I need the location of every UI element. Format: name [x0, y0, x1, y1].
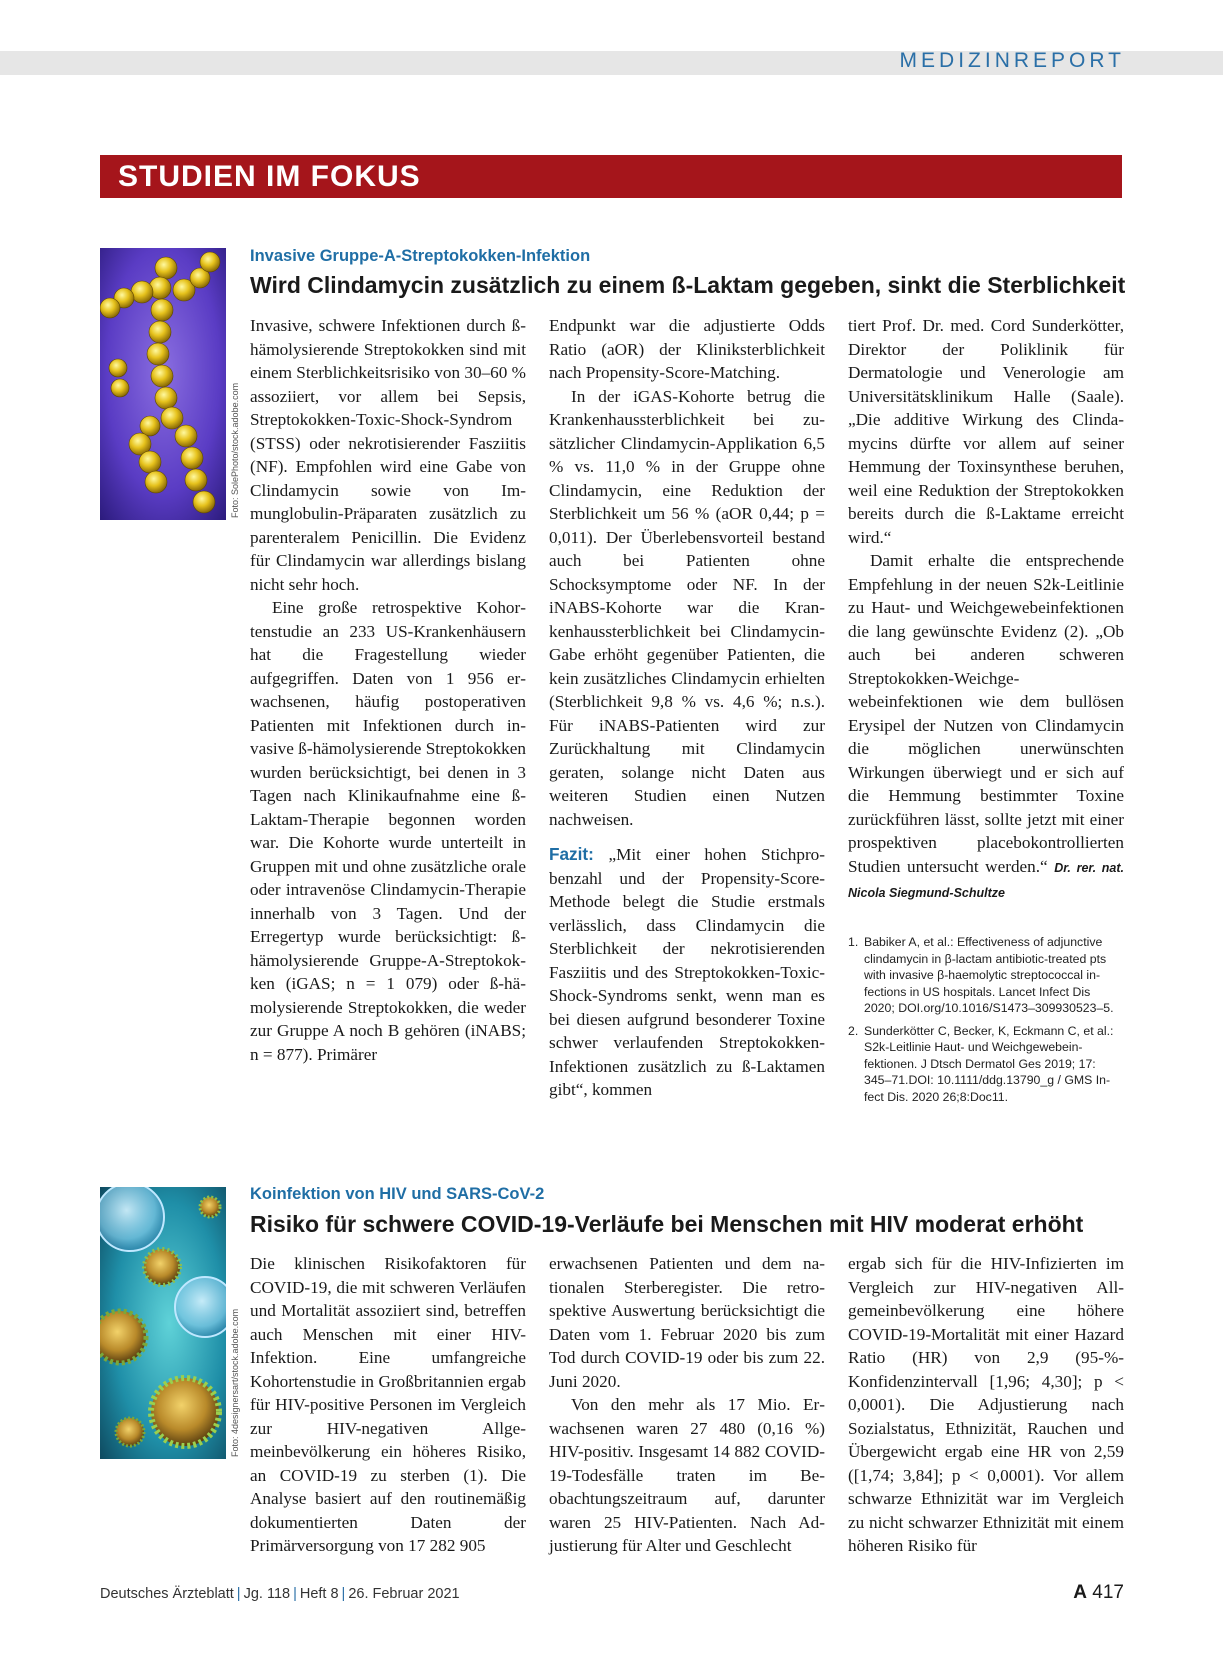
journal-volume: Jg. 118 — [243, 1586, 291, 1602]
reference-text: Babiker A, et al.: Effectiveness of adjunctive clindamycin in β-lactam antibiotic-treated pts with invasive β-haemolytic streptococcal infections in US hospitals. Lancet Infect Dis 2020; DOI.org/10.1016/S1473–309930523–5. — [864, 935, 1114, 1015]
page-number-value: 417 — [1092, 1582, 1124, 1603]
paragraph: ergab sich für die HIV-Infizierten im Vergleich zur HIV-negativen Allgemeinbevölkerung eine höhere COVID-19-Mortalität mit einer Hazard Ratio (HR) von 2,9 (95-%-Konfidenzintervall [1,96; 4,30]; p < 0,0001). Die Adjustierung nach Sozialstatus, Ethnizität, Rauchen und Übergewicht ergab eine HR von 2,59 ([1,74; 3,84]; p < 0,0001). Vor allem schwarze Ethnizität war im Vergleich zu nicht schwarzer Ethnizität mit einem höheren Risiko für — [848, 1254, 1124, 1555]
paragraph: Von den mehr als 17 Mio. Erwachsenen waren 27 480 (0,16 %) HIV-positiv. Insgesamt 14 882 COVID-19-Todesfälle traten im Beobachtungszeitraum auf, darunter waren 25 HIV-Patienten. Nach Adjustierung für Alter und Geschlecht — [549, 1395, 825, 1555]
journal-name: Deutsches Ärzteblatt — [100, 1586, 234, 1602]
paragraph: erwachsenen Patienten und dem nationalen Sterberegister. Die retrospektive Auswertung berücksichtigt die Daten vom 1. Februar 2020 bis zum Tod durch COVID-19 oder bis zum 22. Juni 2020. — [549, 1254, 825, 1391]
banner-title: STUDIEN IM FOKUS — [118, 160, 421, 193]
article1-column-1 — [250, 314, 526, 1066]
article1-headline: Wird Clindamycin zusätzlich zu einem ß-Laktam gegeben, sinkt die Sterblichkeit — [250, 272, 1126, 298]
paragraph: tiert Prof. Dr. med. Cord Sunderkötter, Direktor der Poliklinik für Dermatologie und Venerologie am Universitätsklinikum Halle (Saale). „Die additive Wirkung des Clindamycins dürfte vor allem auf seiner Hemmung der Toxinsynthese beruhen, weil eine Reduktion der Streptokokken bereits durch die ß-Laktame erreicht wird.“ — [848, 316, 1124, 547]
fazit-label: Fazit: — [549, 844, 594, 864]
section-label: MEDIZINREPORT — [899, 49, 1125, 72]
separator: | — [341, 1586, 346, 1602]
reference-item — [848, 1023, 1124, 1106]
paragraph: Die klinischen Risikofaktoren für COVID-19, die mit schweren Verläufen und Mortalität assoziiert sind, betreffen auch Menschen mit einer HIV-Infektion. Eine umfangreiche Kohortenstudie in Großbritannien ergab für HIV-positive Personen im Vergleich zur HIV-negativen Allgemeinbevölkerung ein höheres Risiko, an COVID-19 zu sterben (1). Die Analyse basiert auf den routinemäßig dokumentierten Daten der Primärversorgung von 17 282 905 — [250, 1254, 526, 1555]
separator: | — [293, 1586, 297, 1602]
reference-number: 2. — [848, 1023, 859, 1038]
article2-headline: Risiko für schwere COVID-19-Verläufe bei Menschen mit HIV moderat erhöht — [250, 1211, 1084, 1237]
reference-text: Sunderkötter C, Becker, K, Eckmann C, et al.: S2k-Leitlinie Haut- und Weichgewebeinfektionen. J Dtsch Dermatol Ges 2019; 17: 345–71.DOI: 10.1111/ddg.13790_g / GMS Infect Dis. 2020 26;8:Doc11. — [864, 1023, 1114, 1104]
paragraph: Invasive, schwere Infektionen durch ß-hämolysierende Streptokokken sind mit einem Sterblichkeitsrisiko von 30–60 % assoziiert, vor allem bei Sepsis, Streptokokken-Toxic-Shock-Syndrom (STSS) oder nekrotisierender Fasziitis (NF). Empfohlen wird eine Gabe von Clindamycin sowie von Immunglobulin-Präparaten zusätzlich zu parenteralem Penicillin. Die Evidenz für Clindamycin war allerdings bislang nicht sehr hoch. — [250, 316, 526, 594]
paragraph: Eine große retrospektive Kohortenstudie an 233 US-Krankenhäusern hat die Fragestellung wieder aufgegriffen. Daten von 1 956 erwachsenen, häufig postoperativen Patienten mit Infektionen durch invasive ß-hämolysierende Streptokokken wurden berücksichtigt, bei denen in 3 Tagen nach Klinikaufnahme eine ß-Laktam-Therapie begonnen worden war. Die Kohorte wurde unterteilt in Gruppen mit und ohne zusätzliche orale oder intravenöse Clindamycin-Therapie innerhalb von 3 Tagen. Und der Erregertyp wurde berücksichtigt: ß-hämolysierende Gruppe-A-Streptokokken (iGAS; n = 1 079) oder ß-hämolysierende Streptokokken, die weder zur Gruppe A noch B gehören (iNABS; n = 877). Primärer — [250, 598, 526, 1064]
article2-column-2 — [549, 1252, 825, 1558]
paragraph: In der iGAS-Kohorte betrug die Krankenhaussterblichkeit bei zusätzlicher Clindamycin-Applikation 6,5 % vs. 11,0 % in der Gruppe ohne Clindamycin, eine Reduktion der Sterblichkeit um 56 % (aOR 0,44; p = 0,011). Der Überlebensvorteil bestand auch bei Patienten ohne Schocksymptome oder NF. In der iNABS-Kohorte war die Krankenhaussterblichkeit bei Clindamycin-Gabe erhöht gegenüber Patienten, die kein zusätzliches Clindamycin erhielten (Sterblichkeit 9,8 % vs. 4,6 %; n.s.). Für iNABS-Patienten wird zur Zurückhaltung mit Clindamycin geraten, solange nicht Daten aus weiteren Studien einen Nutzen nachweisen. — [549, 386, 825, 829]
journal-issue: Heft 8 — [299, 1586, 339, 1602]
reference-number: 1. — [848, 935, 859, 949]
paragraph-text: Damit erhalte die entsprechende Empfehlung in der neuen S2k-Leitlinie zu Haut- und Weichgewebeinfektionen die lang gewünschte Evidenz (2). „Ob auch bei anderen schweren Streptokokken-Weichgewebeinfektionen wie dem bullösen Erysipel der Nutzen von Clindamycin die möglichen unerwünschten Wirkungen überwiegt und er sich auf die Hemmung bestimmter Toxine zurückführen lässt, sollte jetzt mit einer prospektiven placebokontrollierten Studien untersucht werden.“ — [848, 551, 1124, 876]
fazit-paragraph — [549, 843, 825, 1102]
paragraph — [848, 549, 1124, 906]
article1-kicker: Invasive Gruppe-A-Streptokokken-Infektion — [250, 247, 591, 265]
references — [848, 934, 1124, 1111]
streptococcus-image — [100, 248, 226, 520]
page-number — [1073, 1582, 1124, 1604]
author-name: Dr. rer. nat. Nicola Siegmund-Schultze — [848, 860, 1124, 900]
journal-date: 26. Februar 2021 — [348, 1586, 460, 1602]
article1-column-3 — [848, 314, 1124, 906]
separator: | — [236, 1586, 241, 1602]
page-footer — [100, 1586, 460, 1602]
virus-cells-image — [100, 1187, 226, 1459]
image-credit: Foto: SolePhoto/stock.adobe.com — [230, 382, 240, 518]
article1-column-2 — [549, 314, 825, 1102]
section-banner — [100, 155, 1122, 198]
page-prefix: A — [1073, 1582, 1088, 1603]
image-credit: Foto: 4designersart/stock.adobe.com — [230, 1308, 240, 1457]
paragraph: Endpunkt war die adjustierte Odds Ratio (aOR) der Kliniksterblichkeit nach Propensity-Score-Matching. — [549, 316, 825, 382]
article2-kicker: Koinfektion von HIV und SARS-CoV-2 — [250, 1185, 545, 1203]
article2-column-3 — [848, 1252, 1124, 1558]
reference-item — [848, 934, 1124, 1017]
article2-column-1 — [250, 1252, 526, 1558]
fazit-text: „Mit einer hohen Stichprobenzahl und der Propensity-Score-Methode belegt die Studie erstmals verlässlich, dass Clindamycin die Sterblichkeit der nekrotisierenden Fasziitis und des Streptokokken-Toxic-Shock-Syndroms senkt, wenn man es bei diesen aufgrund besonderer Toxine schwer verlaufenden Streptokokken-Infektionen zusätzlich zu ß-Laktamen gibt“, kommen — [549, 845, 825, 1099]
